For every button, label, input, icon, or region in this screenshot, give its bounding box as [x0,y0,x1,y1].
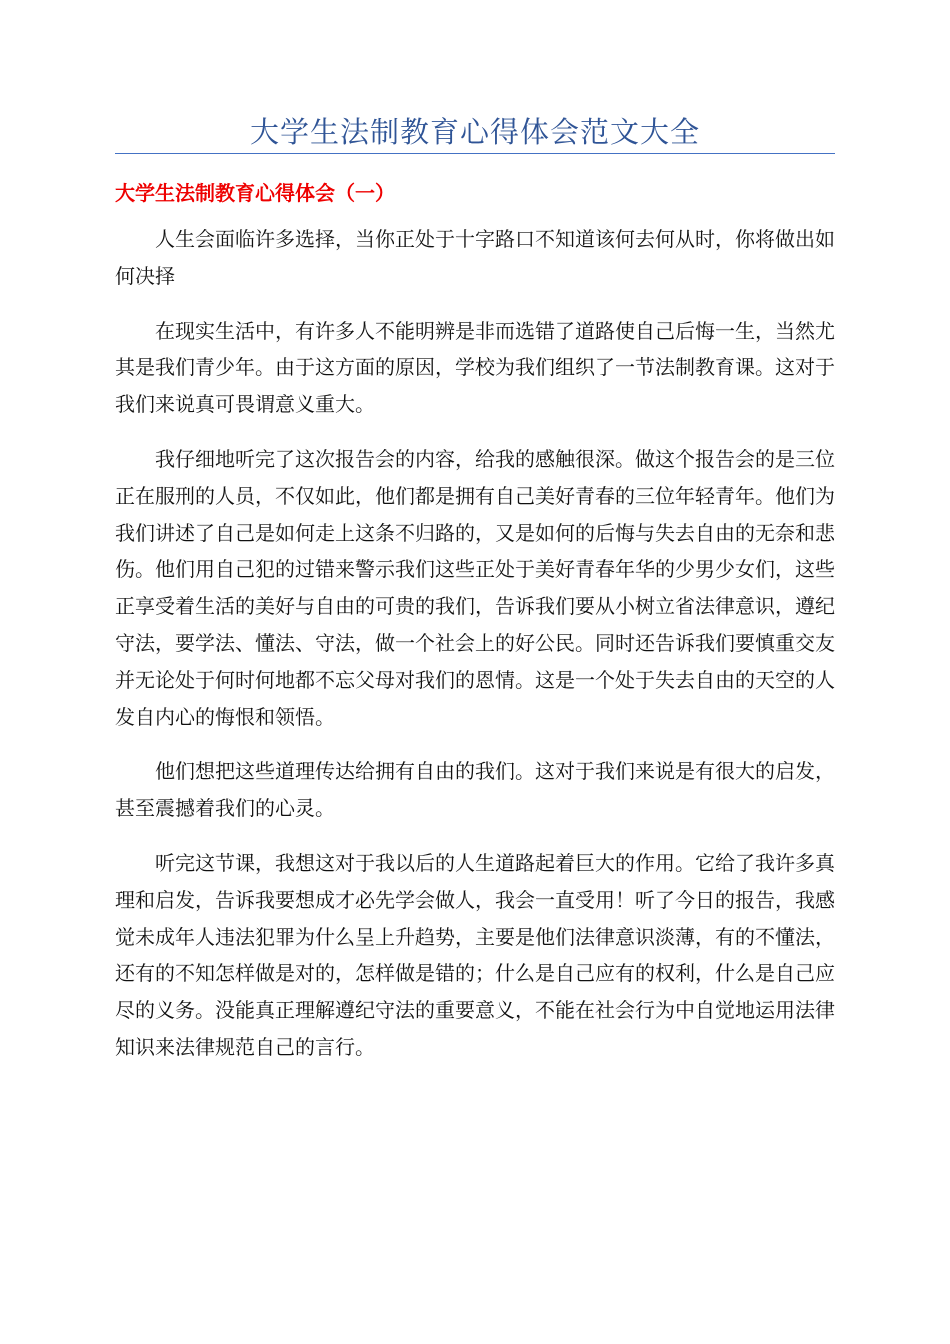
body-text [115,221,835,1084]
document-title: 大学生法制教育心得体会范文大全 [249,115,700,149]
title-underline [115,153,835,154]
paragraph-4: 他们想把这些道理传达给拥有自由的我们。这对于我们来说是有很大的启发，甚至震撼着我们的心灵。 [115,759,835,821]
paragraph-2: 在现实生活中，有许多人不能明辨是非而选错了道路使自己后悔一生，当然尤其是我们青少年。由于这方面的原因，学校为我们组织了一节法制教育课。这对于我们来说真可畏谓意义重大。 [115,318,835,417]
section-heading: 大学生法制教育心得体会（一） [115,181,395,205]
paragraph-3: 我仔细地听完了这次报告会的内容，给我的感触很深。做这个报告会的是三位正在服刑的人员，不仅如此，他们都是拥有自己美好青春的三位年轻青年。他们为我们讲述了自己是如何走上这条不归路的，又是如何的后悔与失去自由的无奈和悲伤。他们用自己犯的过错来警示我们这些正处于美好青春年华的少男少女们，这些正享受着生活的美好与自由的可贵的我们，告诉我们要从小树立省法律意识，遵纪守法，要学法、懂法、守法，做一个社会上的好公民。同时还告诉我们要慎重交友并无论处于何时何地都不忘父母对我们的恩情。这是一个处于失去自由的天空的人发自内心的悔恨和领悟。 [115,446,835,729]
paragraph-1: 人生会面临许多选择，当你正处于十字路口不知道该何去何从时，你将做出如何决择 [115,227,835,288]
paragraph-5: 听完这节课，我想这对于我以后的人生道路起着巨大的作用。它给了我许多真理和启发，告诉我要想成才必先学会做人，我会一直受用！听了今日的报告，我感觉未成年人违法犯罪为什么呈上升趋势，主要是他们法律意识淡薄，有的不懂法，还有的不知怎样做是对的，怎样做是错的；什么是自己应有的权利，什么是自己应尽的义务。没能真正理解遵纪守法的重要意义，不能在社会行为中自觉地运用法律知识来法律规范自己的言行。 [115,850,835,1059]
